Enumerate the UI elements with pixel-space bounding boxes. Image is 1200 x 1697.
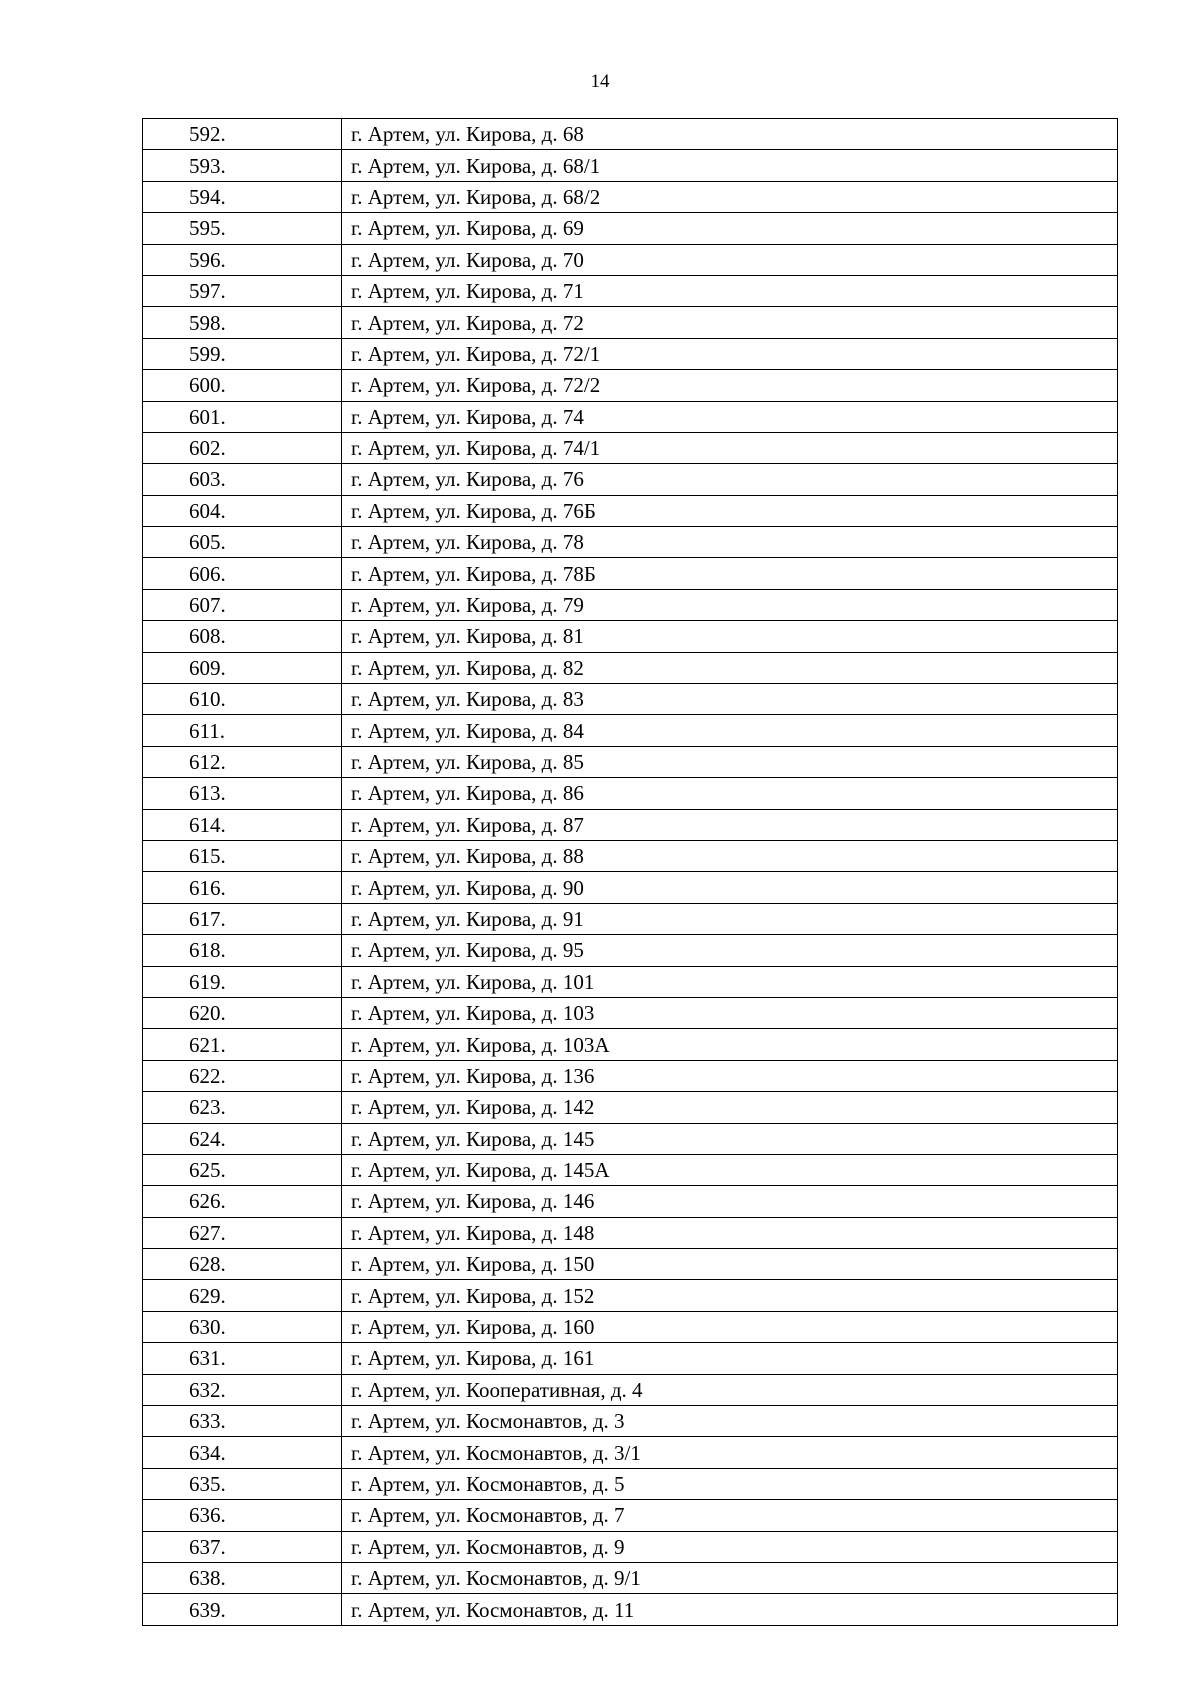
address-cell: г. Артем, ул. Кирова, д. 88 [342, 840, 1118, 871]
address-cell: г. Артем, ул. Кирова, д. 148 [342, 1217, 1118, 1248]
row-number-cell: 593. [143, 150, 342, 181]
row-number-cell: 632. [143, 1374, 342, 1405]
table-row [143, 1343, 1118, 1374]
table-row [143, 213, 1118, 244]
address-cell: г. Артем, ул. Кирова, д. 90 [342, 872, 1118, 903]
table-row [143, 1186, 1118, 1217]
row-number-cell: 635. [143, 1468, 342, 1499]
row-number-cell: 600. [143, 370, 342, 401]
row-number-cell: 625. [143, 1154, 342, 1185]
row-number-cell: 605. [143, 527, 342, 558]
row-number-cell: 629. [143, 1280, 342, 1311]
table-row [143, 872, 1118, 903]
table-row [143, 684, 1118, 715]
address-cell: г. Артем, ул. Космонавтов, д. 7 [342, 1500, 1118, 1531]
table-row [143, 1374, 1118, 1405]
table-row [143, 338, 1118, 369]
row-number-cell: 599. [143, 338, 342, 369]
table-row [143, 1029, 1118, 1060]
row-number-cell: 638. [143, 1562, 342, 1593]
address-cell: г. Артем, ул. Кирова, д. 86 [342, 778, 1118, 809]
table-row [143, 1531, 1118, 1562]
row-number-cell: 637. [143, 1531, 342, 1562]
row-number-cell: 601. [143, 401, 342, 432]
table-row [143, 432, 1118, 463]
address-cell: г. Артем, ул. Кирова, д. 145А [342, 1154, 1118, 1185]
address-cell: г. Артем, ул. Кирова, д. 72/2 [342, 370, 1118, 401]
row-number-cell: 615. [143, 840, 342, 871]
address-cell: г. Артем, ул. Кирова, д. 68/2 [342, 181, 1118, 212]
address-cell: г. Артем, ул. Космонавтов, д. 9 [342, 1531, 1118, 1562]
table-row [143, 558, 1118, 589]
address-cell: г. Артем, ул. Кирова, д. 85 [342, 746, 1118, 777]
address-cell: г. Артем, ул. Кирова, д. 74 [342, 401, 1118, 432]
table-row [143, 1500, 1118, 1531]
address-cell: г. Артем, ул. Кирова, д. 84 [342, 715, 1118, 746]
address-cell: г. Артем, ул. Кирова, д. 74/1 [342, 432, 1118, 463]
row-number-cell: 616. [143, 872, 342, 903]
address-cell: г. Артем, ул. Кирова, д. 69 [342, 213, 1118, 244]
table-row [143, 589, 1118, 620]
row-number-cell: 598. [143, 307, 342, 338]
row-number-cell: 594. [143, 181, 342, 212]
row-number-cell: 623. [143, 1092, 342, 1123]
address-cell: г. Артем, ул. Кирова, д. 83 [342, 684, 1118, 715]
address-cell: г. Артем, ул. Кирова, д. 152 [342, 1280, 1118, 1311]
row-number-cell: 622. [143, 1060, 342, 1091]
table-row [143, 1468, 1118, 1499]
row-number-cell: 639. [143, 1594, 342, 1625]
table-row [143, 464, 1118, 495]
address-cell: г. Артем, ул. Кирова, д. 136 [342, 1060, 1118, 1091]
address-cell: г. Артем, ул. Кирова, д. 160 [342, 1311, 1118, 1342]
table-row [143, 1217, 1118, 1248]
table-row [143, 1154, 1118, 1185]
row-number-cell: 624. [143, 1123, 342, 1154]
row-number-cell: 621. [143, 1029, 342, 1060]
table-row [143, 935, 1118, 966]
table-row [143, 401, 1118, 432]
table-row [143, 370, 1118, 401]
table-row [143, 621, 1118, 652]
row-number-cell: 606. [143, 558, 342, 589]
table-row [143, 652, 1118, 683]
address-cell: г. Артем, ул. Космонавтов, д. 3/1 [342, 1437, 1118, 1468]
address-cell: г. Артем, ул. Космонавтов, д. 5 [342, 1468, 1118, 1499]
address-cell: г. Артем, ул. Кирова, д. 82 [342, 652, 1118, 683]
address-cell: г. Артем, ул. Кирова, д. 68/1 [342, 150, 1118, 181]
table-row [143, 903, 1118, 934]
address-cell: г. Артем, ул. Кирова, д. 150 [342, 1249, 1118, 1280]
row-number-cell: 602. [143, 432, 342, 463]
address-cell: г. Артем, ул. Кирова, д. 76 [342, 464, 1118, 495]
table-row [143, 275, 1118, 306]
address-table-body [143, 119, 1118, 1626]
row-number-cell: 618. [143, 935, 342, 966]
address-cell: г. Артем, ул. Космонавтов, д. 9/1 [342, 1562, 1118, 1593]
table-row [143, 1280, 1118, 1311]
table-row [143, 809, 1118, 840]
table-row [143, 778, 1118, 809]
table-row [143, 1092, 1118, 1123]
address-cell: г. Артем, ул. Кирова, д. 146 [342, 1186, 1118, 1217]
table-row [143, 746, 1118, 777]
table-row [143, 1437, 1118, 1468]
row-number-cell: 627. [143, 1217, 342, 1248]
table-row [143, 307, 1118, 338]
row-number-cell: 630. [143, 1311, 342, 1342]
table-row [143, 244, 1118, 275]
row-number-cell: 608. [143, 621, 342, 652]
address-cell: г. Артем, ул. Кирова, д. 68 [342, 119, 1118, 150]
address-cell: г. Артем, ул. Кирова, д. 103А [342, 1029, 1118, 1060]
address-cell: г. Артем, ул. Кирова, д. 145 [342, 1123, 1118, 1154]
table-row [143, 1249, 1118, 1280]
table-row [143, 1060, 1118, 1091]
table-row [143, 1562, 1118, 1593]
table-row [143, 150, 1118, 181]
row-number-cell: 628. [143, 1249, 342, 1280]
row-number-cell: 604. [143, 495, 342, 526]
row-number-cell: 619. [143, 966, 342, 997]
page-number: 14 [590, 71, 610, 92]
address-cell: г. Артем, ул. Кирова, д. 79 [342, 589, 1118, 620]
address-cell: г. Артем, ул. Кирова, д. 142 [342, 1092, 1118, 1123]
table-row [143, 495, 1118, 526]
row-number-cell: 614. [143, 809, 342, 840]
address-cell: г. Артем, ул. Кооперативная, д. 4 [342, 1374, 1118, 1405]
address-cell: г. Артем, ул. Кирова, д. 81 [342, 621, 1118, 652]
address-cell: г. Артем, ул. Кирова, д. 72 [342, 307, 1118, 338]
address-cell: г. Артем, ул. Космонавтов, д. 11 [342, 1594, 1118, 1625]
table-row [143, 840, 1118, 871]
row-number-cell: 610. [143, 684, 342, 715]
row-number-cell: 634. [143, 1437, 342, 1468]
row-number-cell: 633. [143, 1406, 342, 1437]
address-table [142, 118, 1118, 1626]
address-cell: г. Артем, ул. Кирова, д. 71 [342, 275, 1118, 306]
address-cell: г. Артем, ул. Кирова, д. 78Б [342, 558, 1118, 589]
table-row [143, 1594, 1118, 1625]
row-number-cell: 613. [143, 778, 342, 809]
table-row [143, 997, 1118, 1028]
row-number-cell: 607. [143, 589, 342, 620]
row-number-cell: 620. [143, 997, 342, 1028]
address-cell: г. Артем, ул. Космонавтов, д. 3 [342, 1406, 1118, 1437]
table-row [143, 119, 1118, 150]
table-row [143, 1406, 1118, 1437]
table-row [143, 1123, 1118, 1154]
row-number-cell: 631. [143, 1343, 342, 1374]
row-number-cell: 611. [143, 715, 342, 746]
row-number-cell: 592. [143, 119, 342, 150]
address-cell: г. Артем, ул. Кирова, д. 103 [342, 997, 1118, 1028]
address-cell: г. Артем, ул. Кирова, д. 161 [342, 1343, 1118, 1374]
table-row [143, 1311, 1118, 1342]
row-number-cell: 609. [143, 652, 342, 683]
table-row [143, 181, 1118, 212]
table-row [143, 527, 1118, 558]
address-cell: г. Артем, ул. Кирова, д. 91 [342, 903, 1118, 934]
row-number-cell: 603. [143, 464, 342, 495]
row-number-cell: 597. [143, 275, 342, 306]
address-cell: г. Артем, ул. Кирова, д. 101 [342, 966, 1118, 997]
row-number-cell: 626. [143, 1186, 342, 1217]
address-cell: г. Артем, ул. Кирова, д. 87 [342, 809, 1118, 840]
table-row [143, 715, 1118, 746]
address-cell: г. Артем, ул. Кирова, д. 76Б [342, 495, 1118, 526]
row-number-cell: 612. [143, 746, 342, 777]
address-cell: г. Артем, ул. Кирова, д. 70 [342, 244, 1118, 275]
row-number-cell: 636. [143, 1500, 342, 1531]
row-number-cell: 596. [143, 244, 342, 275]
address-cell: г. Артем, ул. Кирова, д. 72/1 [342, 338, 1118, 369]
table-row [143, 966, 1118, 997]
address-cell: г. Артем, ул. Кирова, д. 78 [342, 527, 1118, 558]
row-number-cell: 595. [143, 213, 342, 244]
address-cell: г. Артем, ул. Кирова, д. 95 [342, 935, 1118, 966]
row-number-cell: 617. [143, 903, 342, 934]
